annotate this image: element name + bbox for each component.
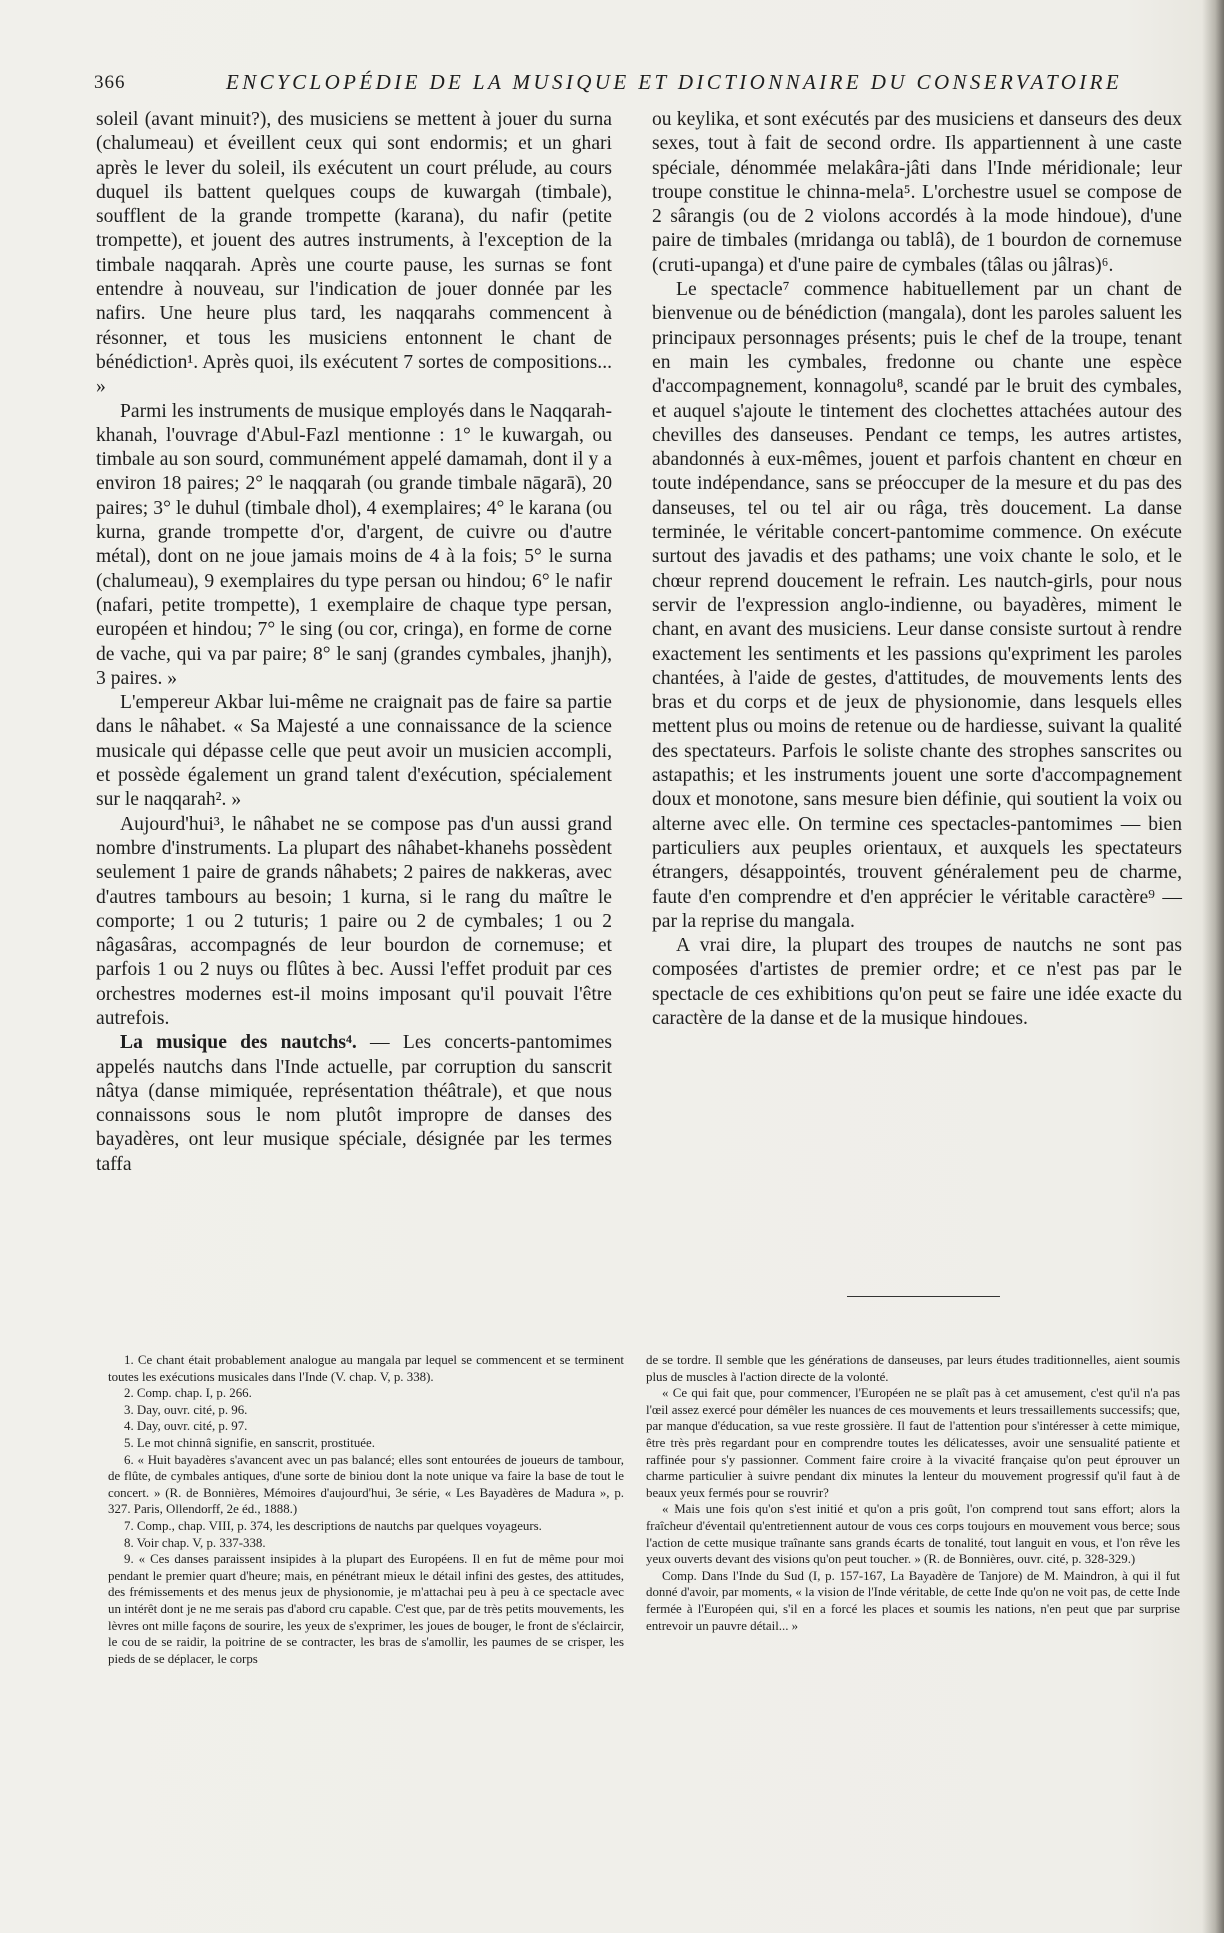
footnote: 4. Day, ouvr. cité, p. 97.	[124, 1419, 248, 1434]
paragraph: Parmi les instruments de musique employés dans le Naqqarah-khanah, l'ouvrage d'Abul-Fazl mentionne : 1° le kuwargah, ou timbale au son sourd, communément appelé damamah, dont il y a environ 18 paires; 2° le naqqarah (ou grande timbale nāgarā), 20 paires; 3° le duhul (timbale dhol), 4 exemplaires; 4° le karana (ou kurna, grande trompette d'or, d'argent, de cuivre ou d'autre métal), dont on ne joue jamais moins de 4 à la fois; 5° le surna (chalumeau), 9 exemplaires du type persan ou hindou; 6° le nafir (nafari, petite trompette), 1 exemplaire de chaque type persan, européen et hindou; 7° le sing (ou cor, cringa), en forme de corne de vache, qui va par paire; 8° le sanj (grandes cymbales, jhanjh), 3 paires. »	[96, 400, 612, 689]
footnote: 8. Voir chap. V, p. 337-338.	[124, 1535, 266, 1550]
section-paragraph	[96, 1031, 612, 1177]
footnote: 5. Le mot chinnâ signifie, en sanscrit, prostituée.	[124, 1435, 375, 1450]
left-column	[96, 108, 612, 1177]
page-number: 366	[94, 72, 126, 93]
footnote: 7. Comp., chap. VIII, p. 374, les descriptions de nautchs par quelques voyageurs.	[124, 1518, 542, 1533]
footnote-continuation: de se tordre. Il semble que les générations de danseuses, par leurs études traditionnelles, aient soumis plus de muscles à l'action directe de la volonté.	[646, 1353, 1180, 1384]
paragraph: soleil (avant minuit?), des musiciens se mettent à jouer du surna (chalumeau) et éveillent ceux qui sont endormis; et un ghari après le lever du soleil, ils exécutent un court prélude, au cours duquel ils battent quelques coups de kuwargah (timbale), soufflent de la grande trompette (karana), du nafir (petite trompette), et jouent des autres instruments, à l'exception de la timbale naqqarah. Après une courte pause, les surnas se font entendre à nouveau, sur l'indication de jouer donnée par les nafirs. Une heure plus tard, les naqqarahs commencent à résonner, et tous les musiciens entonnent le chant de bénédiction¹. Après quoi, ils exécutent 7 sortes de compositions... »	[96, 109, 612, 398]
footnotes-left	[108, 1352, 624, 1667]
footnote: 1. Ce chant était probablement analogue au mangala par lequel se commencent et se terminent toutes les exécutions musicales dans l'Inde (V. chap. V, p. 338).	[108, 1353, 624, 1384]
footnote: 6. « Huit bayadères s'avancent avec un pas balancé; elles sont entourées de joueurs de tambour, de flûte, de cymbales antiques, d'une sorte de biniou dont la note unique va faire la base de tout le concert. » (R. de Bonnières, Mémoires d'aujourd'hui, 3e série, « Les Bayadères de Madura », p. 327. Paris, Ollendorff, 2e éd., 1888.)	[108, 1452, 624, 1517]
footnote-continuation: « Ce qui fait que, pour commencer, l'Européen ne se plaît pas à cet amusement, c'est qu'il n'a pas l'œil assez exercé pour démêler les nuances de ces mouvements et leurs tressaillements successifs; que, par manque d'éducation, sa vue reste grossière. Il faut de l'attention pour s'intéresser à cette mimique, être très près regardant pour en comprendre toutes les délicatesses, avoir une sensualité patiente et raffinée pour s'y passionner. Comment faire croire à la vivacité française qu'on peut éprouver un charme particulier à suivre pendant dix minutes la lenteur du mouvement progressif qu'il faut à de beaux yeux fermés pour se rouvrir?	[646, 1386, 1180, 1500]
footnote-continuation: « Mais une fois qu'on s'est initié et qu'on a pris goût, l'on comprend tout sans effort; alors la fraîcheur d'éventail qu'entretiennent autour de vous ces corps toujours en mouvement vous berce; sous l'action de cette musique traînante sans grands écarts de tonalité, tout languit en vous, et l'on rêve les yeux ouverts devant des visions qu'on peut toucher. » (R. de Bonnières, ouvr. cité, p. 328-329.)	[646, 1502, 1180, 1567]
paragraph: Le spectacle⁷ commence habituellement par un chant de bienvenue ou de bénédiction (mangala), dont les paroles saluent les principaux personnages présents; puis le chef de la troupe, tenant en main les cymbales, fredonne ou chante une espèce d'accompagnement, konnagolu⁸, scandé par le bruit des cymbales, et auquel s'ajoute le tintement des clochettes attachées autour des chevilles des danseuses. Pendant ce temps, les autres artistes, abandonnés à eux-mêmes, jouent et parfois chantent en chœur en toute indépendance, sans se préoccuper de la mesure et du pas des danseuses, tel ou tel air ou râga, très doucement. La danse terminée, le véritable concert-pantomime commence. On exécute surtout des javadis et des pathams; une voix chante le solo, et le chœur reprend doucement le refrain. Les nautch-girls, pour nous servir de l'expression anglo-indienne, ou bayadères, miment le chant, en avant des musiciens. Leur danse consiste surtout à rendre exactement les sentiments et les passions qu'expriment les paroles chantées, à l'aide de gestes, d'attitudes, de mouvements lents des bras et du corps et de jeux de physionomie, dans lesquels elles mettent plus ou moins de retenue ou de hardiesse, suivant la qualité des spectateurs. Parfois le soliste chante des strophes sanscrites ou astapathis; et les instruments jouent une sorte d'accompagnement doux et monotone, sans mesure bien définie, qui soutient la voix ou alterne avec elle. On termine ces spectacles-pantomimes — bien particuliers aux peuples orientaux, et auxquels les spectateurs étrangers, désappointés, trouvent généralement peu de charme, faute d'en comprendre et d'en apprécier le véritable caractère⁹ — par la reprise du mangala.	[652, 279, 1182, 932]
footnote-continuation: Comp. Dans l'Inde du Sud (I, p. 157-167, La Bayadère de Tanjore) de M. Maindron, à qui il fut donné d'avoir, par moments, « la vision de l'Inde véritable, de cette Inde qu'on ne voit pas, de cette Inde fermée à l'Européen qui, s'il en a forcé les places et soumis les nations, n'en peut que par surprise entrevoir un pauvre détail... »	[646, 1568, 1180, 1633]
right-column	[652, 108, 1182, 1031]
footnote: 9. « Ces danses paraissent insipides à la plupart des Européens. Il en fut de même pour moi pendant le premier quart d'heure; mais, en pénétrant mieux le détail infini des gestes, des attitudes, des frémissements et des menus jeux de physionomie, je m'attachai peu à peu à ce spectacle avec un intérêt dont je ne me serais pas d'abord cru capable. C'est que, par de très petits mouvements, les lèvres ont mille façons de sourire, les yeux de s'exprimer, les joues de bouger, le front de s'éclaircir, le cou de se raidir, la poitrine de se contracter, les bras de s'amollir, les paumes de se crisper, les pieds de se déplacer, le corps	[108, 1552, 624, 1666]
paragraph: Aujourd'hui³, le nâhabet ne se compose pas d'un aussi grand nombre d'instruments. La plupart des nâhabet-khanehs possèdent seulement 1 paire de grands nâhabets; 2 paires de nakkeras, avec d'autres tambours au besoin; 1 kurna, si le rang du maître le comporte; 1 ou 2 tuturis; 1 paire ou 2 de cymbales; 1 ou 2 nâgasâras, accompagnés de leur bourdon de cornemuse; et parfois 1 ou 2 nuys ou flûtes à bec. Aussi l'effet produit par ces orchestres modernes est-il moins imposant qu'il pouvait l'être autrefois.	[96, 813, 612, 1029]
paragraph-text: — Les concerts-pantomimes appelés nautchs dans l'Inde actuelle, par corruption du sanscrit nâtya (danse mimiquée, représentation théâtrale), et que nous connaissons sous le nom plutôt impropre de danses des bayadères, ont leur musique spéciale, désignée par les termes taffa	[96, 1032, 612, 1175]
page-edge-shadow	[1202, 0, 1224, 1933]
paragraph: ou keylika, et sont exécutés par des musiciens et danseurs des deux sexes, tout à fait de second ordre. Ils appartiennent à une caste spéciale, dénommée melakâra-jâti dans l'Inde méridionale; leur troupe constitue le chinna-mela⁵. L'orchestre usuel se compose de 2 sârangis (ou de 2 violons accordés à la mode hindoue), d'une paire de timbales (mridanga ou tablâ), de 1 bourdon de cornemuse (cruti-upanga) et d'une paire de cymbales (tâlas ou jâlras)⁶.	[652, 109, 1182, 276]
section-heading: La musique des nautchs⁴.	[120, 1032, 357, 1054]
page-title: ENCYCLOPÉDIE DE LA MUSIQUE ET DICTIONNAIRE DU CONSERVATOIRE	[226, 70, 1123, 94]
section-divider	[847, 1296, 1000, 1297]
footnotes-right	[646, 1352, 1180, 1634]
footnote: 2. Comp. chap. I, p. 266.	[124, 1386, 252, 1401]
running-head	[94, 70, 1202, 98]
paragraph: L'empereur Akbar lui-même ne craignait pas de faire sa partie dans le nâhabet. « Sa Majesté a une connaissance de la science musicale qui dépasse celle que peut avoir un musicien accompli, et possède également un grand talent d'exécution, spécialement sur le naqqarah². »	[96, 692, 612, 811]
footnote: 3. Day, ouvr. cité, p. 96.	[124, 1402, 248, 1417]
paragraph: A vrai dire, la plupart des troupes de nautchs ne sont pas composées d'artistes de premier ordre; et ce n'est pas par le spectacle de ces exhibitions qu'on peut se faire une idée exacte du caractère de la danse et de la musique hindoues.	[652, 935, 1182, 1029]
